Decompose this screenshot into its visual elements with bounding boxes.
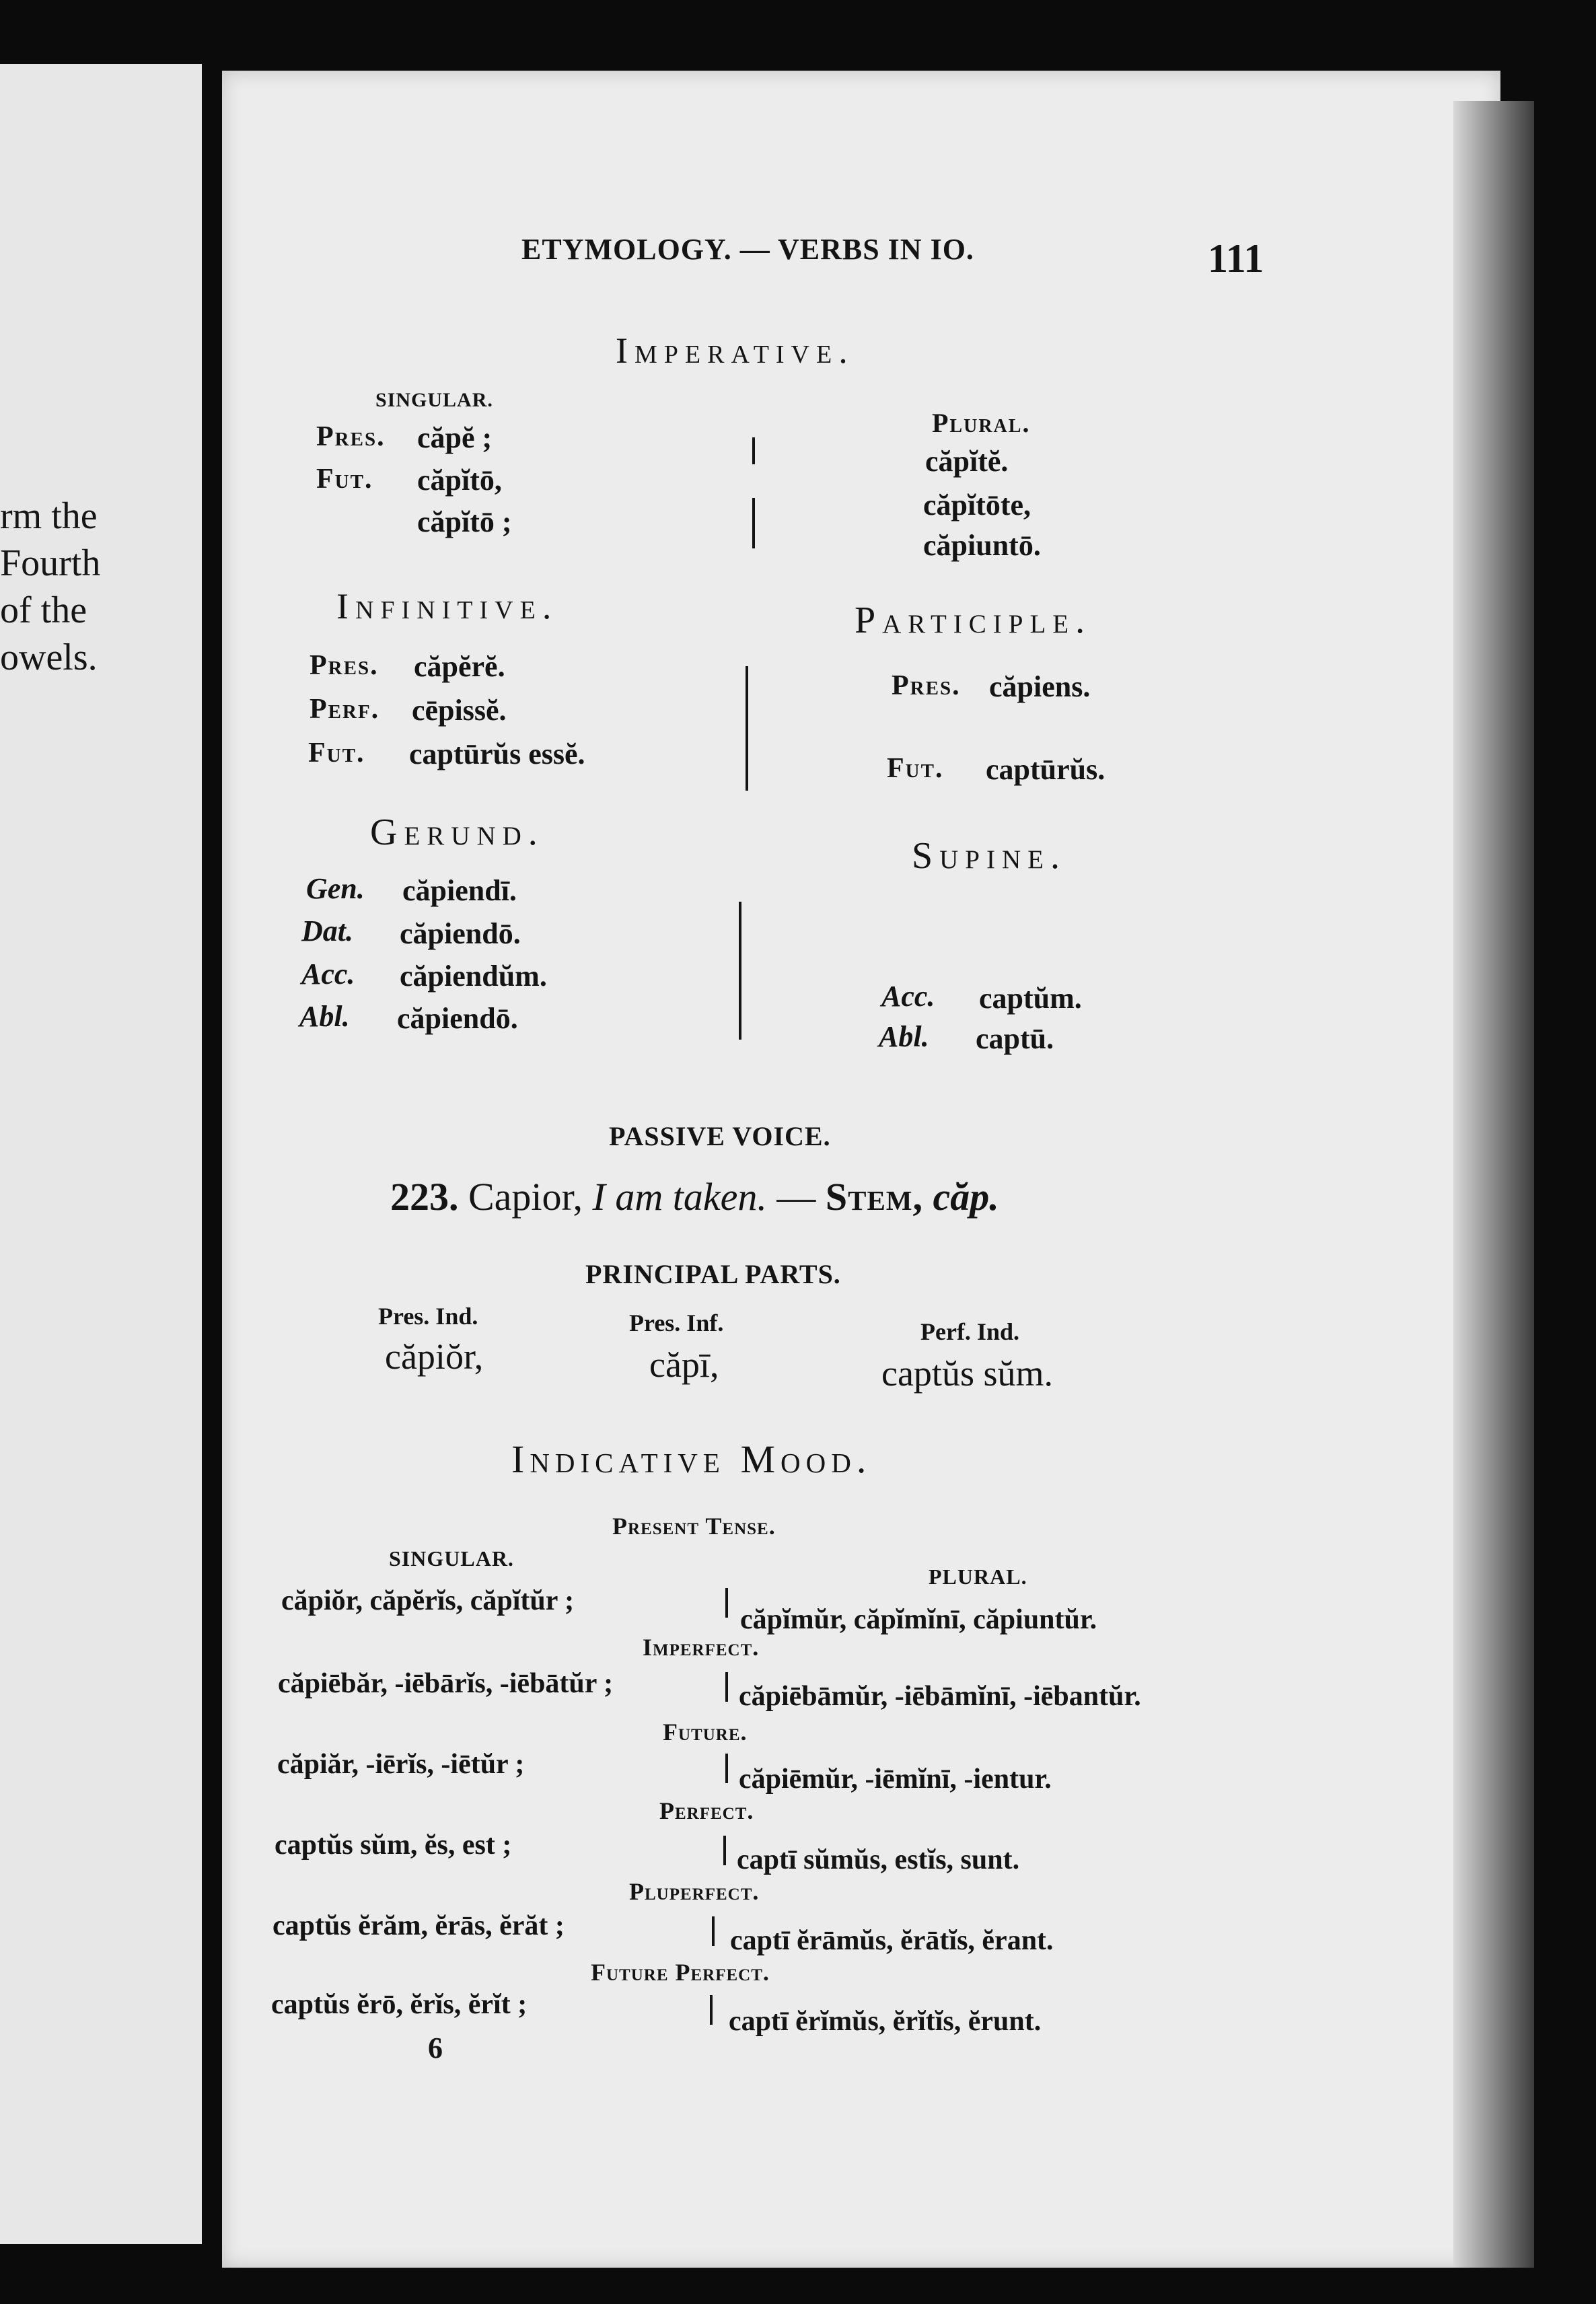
column-separator xyxy=(723,1836,726,1865)
tense-heading: Future Perfect. xyxy=(591,1959,770,1986)
infinitive-fut-label: Fut. xyxy=(308,737,365,768)
participle-heading: Participle. xyxy=(855,600,1092,641)
imperative-pres-label: Pres. xyxy=(316,421,386,452)
tense-heading: Imperfect. xyxy=(643,1634,760,1661)
column-separator xyxy=(725,1588,728,1618)
gerund-case: Gen. xyxy=(306,872,365,905)
section-223-title xyxy=(390,1174,999,1219)
left-fragment-line: owels. xyxy=(0,637,98,678)
gerund-heading: Gerund. xyxy=(370,812,544,853)
principal-part-form: căpiŏr, xyxy=(385,1336,484,1377)
section-number: 223. xyxy=(390,1175,459,1219)
stem-label: Stem, xyxy=(825,1175,924,1219)
imperative-singular-label: SINGULAR. xyxy=(375,389,493,411)
singular-forms: căpiŏr, căpĕrĭs, căpĭtŭr ; xyxy=(281,1585,575,1616)
gerund-case: Abl. xyxy=(299,1000,350,1033)
plural-forms: căpiēbāmŭr, -iēbāmĭnī, -iēbantŭr. xyxy=(739,1681,1141,1712)
gerund-form: căpiendŭm. xyxy=(400,960,547,993)
gerund-case: Acc. xyxy=(301,958,355,991)
page-edge-shadow xyxy=(1453,101,1534,2268)
imperative-plural-label: Plural. xyxy=(932,408,1031,438)
column-rule xyxy=(739,902,741,1040)
principal-part-label: Perf. Ind. xyxy=(920,1318,1019,1345)
stem-value: căp. xyxy=(933,1175,999,1219)
column-rule xyxy=(746,666,748,791)
imperative-fut-form: căpĭtō, xyxy=(417,464,502,497)
left-fragment-line: Fourth xyxy=(0,542,101,584)
verb-lemma: Capior, xyxy=(468,1175,583,1219)
supine-form: captŭm. xyxy=(979,982,1082,1015)
left-fragment-line: of the xyxy=(0,589,87,631)
tense-heading: Pluperfect. xyxy=(629,1878,760,1905)
plural-forms: căpiēmŭr, -iēmĭnī, -ientur. xyxy=(739,1764,1052,1795)
tense-heading: Present Tense. xyxy=(612,1513,776,1540)
gerund-case: Dat. xyxy=(301,914,353,947)
infinitive-perf-form: cēpissĕ. xyxy=(412,694,507,727)
column-separator xyxy=(725,1672,728,1702)
imperative-plural-form: căpĭtĕ. xyxy=(925,445,1009,478)
infinitive-pres-form: căpĕrĕ. xyxy=(414,650,505,683)
facing-page-fragment xyxy=(0,64,202,2244)
singular-forms: captŭs ĕrō, ĕrĭs, ĕrĭt ; xyxy=(271,1989,528,2020)
principal-part-form: căpī, xyxy=(649,1344,719,1385)
principal-parts-heading: PRINCIPAL PARTS. xyxy=(585,1259,841,1289)
singular-forms: captŭs ĕrăm, ĕrās, ĕrăt ; xyxy=(273,1910,565,1941)
supine-form: captū. xyxy=(976,1022,1054,1055)
participle-pres-label: Pres. xyxy=(892,670,961,701)
participle-fut-form: captūrŭs. xyxy=(986,753,1105,786)
principal-part-label: Pres. Ind. xyxy=(378,1303,478,1330)
gerund-form: căpiendī. xyxy=(402,874,517,907)
imperative-pres-form: căpĕ ; xyxy=(417,421,493,454)
signature-mark: 6 xyxy=(428,2031,443,2064)
participle-fut-label: Fut. xyxy=(887,753,944,784)
column-rule xyxy=(752,498,755,548)
column-separator xyxy=(725,1754,728,1783)
participle-pres-form: căpiens. xyxy=(989,670,1091,703)
imperative-plural-form: căpiuntō. xyxy=(923,529,1041,562)
singular-forms: captŭs sŭm, ĕs, est ; xyxy=(275,1830,512,1861)
supine-case: Acc. xyxy=(881,980,935,1013)
tense-heading: Perfect. xyxy=(659,1797,754,1824)
supine-case: Abl. xyxy=(879,1020,929,1053)
imperative-plural-form: căpĭtōte, xyxy=(923,489,1031,521)
infinitive-perf-label: Perf. xyxy=(310,694,380,725)
singular-forms: căpiăr, -iērĭs, -iētŭr ; xyxy=(277,1749,525,1780)
plural-forms: captī ĕrĭmŭs, ĕrĭtĭs, ĕrunt. xyxy=(729,2006,1042,2037)
gerund-form: căpiendō. xyxy=(397,1002,518,1035)
column-separator xyxy=(710,1995,713,2025)
plural-forms: căpĭmŭr, căpĭmĭnī, căpiuntŭr. xyxy=(740,1604,1097,1635)
imperative-heading: Imperative. xyxy=(616,330,855,371)
principal-part-label: Pres. Inf. xyxy=(629,1309,724,1336)
stem-separator: — xyxy=(776,1175,826,1219)
plural-forms: captī ĕrāmŭs, ĕrātĭs, ĕrant. xyxy=(730,1925,1054,1956)
indicative-plural-label: PLURAL. xyxy=(929,1564,1027,1589)
gerund-form: căpiendō. xyxy=(400,917,521,950)
page-number: 111 xyxy=(1208,236,1264,281)
indicative-heading: Indicative Mood. xyxy=(511,1437,872,1481)
plural-forms: captī sŭmŭs, estĭs, sunt. xyxy=(737,1844,1020,1875)
imperative-fut-form: căpĭtō ; xyxy=(417,505,512,538)
infinitive-heading: Infinitive. xyxy=(336,586,558,626)
column-separator xyxy=(712,1916,715,1946)
supine-heading: Supine. xyxy=(912,835,1066,877)
indicative-singular-label: SINGULAR. xyxy=(389,1546,514,1571)
infinitive-pres-label: Pres. xyxy=(310,650,379,681)
passive-voice-heading: PASSIVE VOICE. xyxy=(609,1121,831,1151)
left-fragment-line: rm the xyxy=(0,495,98,537)
verb-meaning: I am taken. xyxy=(592,1175,767,1219)
imperative-fut-label: Fut. xyxy=(316,464,373,495)
singular-forms: căpiēbăr, -iēbārĭs, -iēbātŭr ; xyxy=(278,1668,614,1699)
tense-heading: Future. xyxy=(663,1719,748,1745)
infinitive-fut-form: captūrŭs essĕ. xyxy=(409,737,585,770)
principal-part-form: captŭs sŭm. xyxy=(881,1353,1053,1394)
running-title: ETYMOLOGY. — VERBS IN IO. xyxy=(521,233,974,266)
column-rule xyxy=(752,437,755,464)
